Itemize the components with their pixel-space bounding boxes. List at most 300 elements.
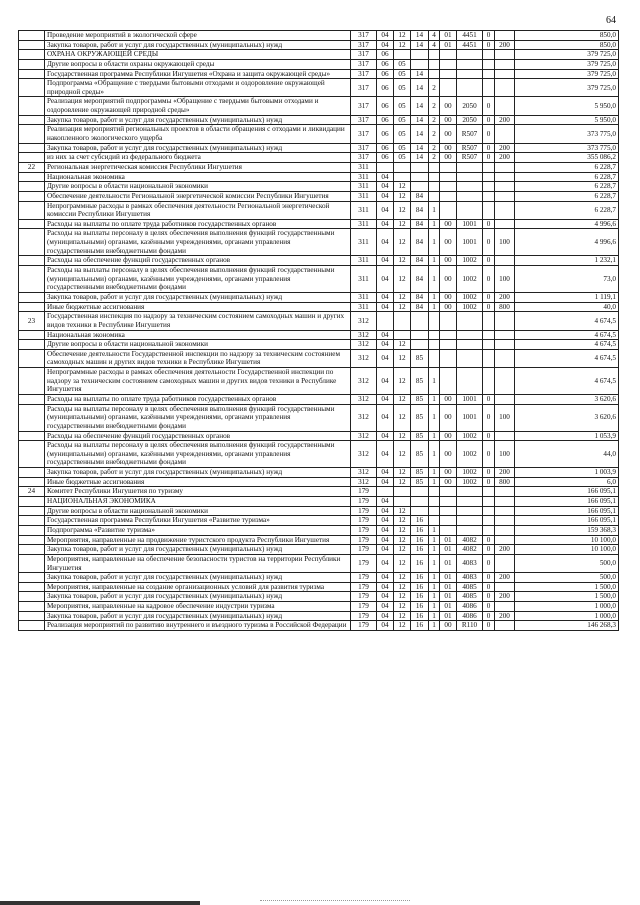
subsection-code-cell: 12 — [394, 404, 411, 431]
table-row — [19, 229, 619, 256]
direction-code-cell: 2050 — [457, 97, 483, 115]
direction-code-cell: 4086 — [457, 611, 483, 621]
row-number-cell — [19, 431, 45, 441]
activity-code-cell — [440, 191, 457, 201]
section-code-cell: 04 — [377, 330, 394, 340]
activity-code-cell: 00 — [440, 125, 457, 143]
item-name-cell: Национальная экономика — [45, 330, 351, 340]
amount-cell: 10 100,0 — [515, 535, 619, 545]
item-name-cell: Государственная программа Республики Ингушетия «Охрана и защита окружающей среды» — [45, 69, 351, 79]
amount-cell: 73,0 — [515, 266, 619, 293]
subprogram-code-cell: 1 — [429, 545, 440, 555]
direction-code-cell — [457, 312, 483, 330]
section-code-cell: 04 — [377, 545, 394, 555]
table-row — [19, 302, 619, 312]
flag-code-cell — [483, 330, 495, 340]
subsection-code-cell: 05 — [394, 79, 411, 97]
flag-code-cell: 0 — [483, 535, 495, 545]
subprogram-code-cell — [429, 191, 440, 201]
direction-code-cell: 4085 — [457, 582, 483, 592]
row-number-cell — [19, 592, 45, 602]
row-number-cell — [19, 394, 45, 404]
table-row — [19, 143, 619, 153]
item-name-cell: Расходы на выплаты персоналу в целях обеспечения выполнения функций государственными (муниципальными) органами, казёнными учреждениями, органами управления государственными внебюджетными фондами — [45, 229, 351, 256]
activity-code-cell — [440, 368, 457, 395]
subsection-code-cell: 12 — [394, 545, 411, 555]
subprogram-code-cell: 1 — [429, 266, 440, 293]
subsection-code-cell: 12 — [394, 468, 411, 478]
section-code-cell: 04 — [377, 182, 394, 192]
expense-type-code-cell: 200 — [495, 573, 515, 583]
flag-code-cell: 0 — [483, 40, 495, 50]
item-name-cell: Расходы на выплаты по оплате труда работников государственных органов — [45, 394, 351, 404]
flag-code-cell — [483, 201, 495, 219]
expense-type-code-cell — [495, 368, 515, 395]
flag-code-cell — [483, 191, 495, 201]
flag-code-cell: 0 — [483, 404, 495, 431]
activity-code-cell: 00 — [440, 621, 457, 631]
amount-cell: 379 725,0 — [515, 79, 619, 97]
expense-type-code-cell — [495, 31, 515, 41]
direction-code-cell — [457, 497, 483, 507]
amount-cell: 373 775,0 — [515, 125, 619, 143]
direction-code-cell: R507 — [457, 153, 483, 163]
program-code-cell: 16 — [411, 516, 429, 526]
table-row — [19, 79, 619, 97]
program-code-cell: 14 — [411, 97, 429, 115]
item-name-cell: Закупка товаров, работ и услуг для государственных (муниципальных) нужд — [45, 292, 351, 302]
subprogram-code-cell — [429, 349, 440, 367]
grbs-code-cell: 317 — [351, 143, 377, 153]
program-code-cell: 84 — [411, 191, 429, 201]
table-row — [19, 477, 619, 487]
item-name-cell: Закупка товаров, работ и услуг для государственных (муниципальных) нужд — [45, 40, 351, 50]
activity-code-cell — [440, 312, 457, 330]
program-code-cell: 85 — [411, 368, 429, 395]
amount-cell: 159 368,3 — [515, 525, 619, 535]
section-code-cell: 04 — [377, 516, 394, 526]
amount-cell: 1 000,0 — [515, 602, 619, 612]
activity-code-cell: 01 — [440, 40, 457, 50]
section-code-cell — [377, 162, 394, 172]
amount-cell: 6,0 — [515, 477, 619, 487]
expense-type-code-cell: 100 — [495, 441, 515, 468]
amount-cell: 4 674,5 — [515, 349, 619, 367]
expense-type-code-cell — [495, 340, 515, 350]
subprogram-code-cell: 1 — [429, 582, 440, 592]
table-row — [19, 330, 619, 340]
direction-code-cell: 1002 — [457, 477, 483, 487]
flag-code-cell — [483, 50, 495, 60]
item-name-cell: Закупка товаров, работ и услуг для государственных (муниципальных) нужд — [45, 611, 351, 621]
program-code-cell: 14 — [411, 79, 429, 97]
section-code-cell: 04 — [377, 535, 394, 545]
table-row — [19, 256, 619, 266]
direction-code-cell: R507 — [457, 125, 483, 143]
subsection-code-cell: 12 — [394, 182, 411, 192]
flag-code-cell — [483, 79, 495, 97]
expense-type-code-cell — [495, 506, 515, 516]
subsection-code-cell — [394, 330, 411, 340]
program-code-cell: 14 — [411, 143, 429, 153]
direction-code-cell: 4083 — [457, 554, 483, 572]
expense-type-code-cell — [495, 125, 515, 143]
direction-code-cell — [457, 50, 483, 60]
expense-type-code-cell: 200 — [495, 545, 515, 555]
subsection-code-cell: 12 — [394, 201, 411, 219]
direction-code-cell — [457, 516, 483, 526]
subsection-code-cell: 05 — [394, 143, 411, 153]
amount-cell: 166 095,1 — [515, 497, 619, 507]
direction-code-cell: 1002 — [457, 302, 483, 312]
activity-code-cell: 00 — [440, 97, 457, 115]
section-code-cell: 04 — [377, 172, 394, 182]
program-code-cell: 84 — [411, 292, 429, 302]
table-row — [19, 69, 619, 79]
flag-code-cell — [483, 516, 495, 526]
subsection-code-cell: 12 — [394, 340, 411, 350]
amount-cell: 4 674,5 — [515, 330, 619, 340]
expense-type-code-cell — [495, 69, 515, 79]
program-code-cell: 14 — [411, 115, 429, 125]
subprogram-code-cell: 1 — [429, 256, 440, 266]
section-code-cell: 04 — [377, 349, 394, 367]
subprogram-code-cell: 1 — [429, 592, 440, 602]
section-code-cell: 06 — [377, 153, 394, 163]
row-number-cell — [19, 256, 45, 266]
row-number-cell: 22 — [19, 162, 45, 172]
table-row — [19, 535, 619, 545]
section-code-cell: 04 — [377, 404, 394, 431]
row-number-cell — [19, 266, 45, 293]
program-code-cell — [411, 172, 429, 182]
section-code-cell: 04 — [377, 201, 394, 219]
item-name-cell: Другие вопросы в области национальной экономики — [45, 182, 351, 192]
program-code-cell — [411, 162, 429, 172]
expense-type-code-cell — [495, 431, 515, 441]
budget-table — [18, 30, 619, 631]
row-number-cell — [19, 79, 45, 97]
grbs-code-cell: 179 — [351, 582, 377, 592]
direction-code-cell: 1002 — [457, 468, 483, 478]
row-number-cell — [19, 125, 45, 143]
amount-cell: 10 100,0 — [515, 545, 619, 555]
item-name-cell: Государственная инспекция по надзору за техническим состоянием самоходных машин и других видов техники в Республике Ингушетия — [45, 312, 351, 330]
row-number-cell — [19, 201, 45, 219]
program-code-cell: 14 — [411, 40, 429, 50]
subsection-code-cell: 05 — [394, 97, 411, 115]
row-number-cell — [19, 621, 45, 631]
section-code-cell: 04 — [377, 621, 394, 631]
grbs-code-cell: 312 — [351, 340, 377, 350]
program-code-cell: 85 — [411, 441, 429, 468]
program-code-cell: 16 — [411, 621, 429, 631]
item-name-cell: Другие вопросы в области национальной экономики — [45, 340, 351, 350]
subsection-code-cell: 05 — [394, 59, 411, 69]
direction-code-cell — [457, 69, 483, 79]
direction-code-cell: 4451 — [457, 40, 483, 50]
grbs-code-cell: 312 — [351, 349, 377, 367]
flag-code-cell: 0 — [483, 394, 495, 404]
amount-cell: 5 950,0 — [515, 115, 619, 125]
direction-code-cell: 4083 — [457, 573, 483, 583]
grbs-code-cell: 311 — [351, 201, 377, 219]
direction-code-cell — [457, 506, 483, 516]
flag-code-cell: 0 — [483, 621, 495, 631]
item-name-cell: Иные бюджетные ассигнования — [45, 302, 351, 312]
activity-code-cell — [440, 79, 457, 97]
amount-cell: 379 725,0 — [515, 59, 619, 69]
item-name-cell: Закупка товаров, работ и услуг для государственных (муниципальных) нужд — [45, 115, 351, 125]
subsection-code-cell: 12 — [394, 477, 411, 487]
subprogram-code-cell: 2 — [429, 153, 440, 163]
table-row — [19, 292, 619, 302]
table-row — [19, 153, 619, 163]
direction-code-cell: 4082 — [457, 545, 483, 555]
activity-code-cell — [440, 525, 457, 535]
expense-type-code-cell — [495, 554, 515, 572]
grbs-code-cell: 317 — [351, 69, 377, 79]
activity-code-cell: 01 — [440, 611, 457, 621]
grbs-code-cell: 311 — [351, 302, 377, 312]
grbs-code-cell: 312 — [351, 431, 377, 441]
expense-type-code-cell: 200 — [495, 592, 515, 602]
activity-code-cell: 01 — [440, 602, 457, 612]
section-code-cell: 06 — [377, 115, 394, 125]
program-code-cell: 84 — [411, 256, 429, 266]
amount-cell: 4 674,5 — [515, 368, 619, 395]
program-code-cell — [411, 50, 429, 60]
item-name-cell: Подпрограмма «Обращение с твердыми бытовыми отходами и оздоровление окружающей природной среды» — [45, 79, 351, 97]
subsection-code-cell: 12 — [394, 292, 411, 302]
grbs-code-cell: 311 — [351, 162, 377, 172]
expense-type-code-cell: 100 — [495, 404, 515, 431]
grbs-code-cell: 317 — [351, 40, 377, 50]
table-row — [19, 611, 619, 621]
row-number-cell — [19, 468, 45, 478]
subprogram-code-cell — [429, 312, 440, 330]
program-code-cell: 84 — [411, 219, 429, 229]
section-code-cell: 06 — [377, 69, 394, 79]
direction-code-cell: 1002 — [457, 292, 483, 302]
scan-noise-mark — [260, 900, 410, 903]
table-row — [19, 487, 619, 497]
grbs-code-cell: 179 — [351, 621, 377, 631]
amount-cell: 146 268,3 — [515, 621, 619, 631]
table-row — [19, 340, 619, 350]
program-code-cell: 14 — [411, 31, 429, 41]
item-name-cell: НАЦИОНАЛЬНАЯ ЭКОНОМИКА — [45, 497, 351, 507]
row-number-cell — [19, 535, 45, 545]
flag-code-cell — [483, 340, 495, 350]
row-number-cell: 23 — [19, 312, 45, 330]
subprogram-code-cell: 1 — [429, 219, 440, 229]
expense-type-code-cell: 200 — [495, 143, 515, 153]
section-code-cell: 04 — [377, 573, 394, 583]
item-name-cell: Закупка товаров, работ и услуг для государственных (муниципальных) нужд — [45, 468, 351, 478]
activity-code-cell: 00 — [440, 441, 457, 468]
section-code-cell: 06 — [377, 50, 394, 60]
table-row — [19, 582, 619, 592]
program-code-cell — [411, 182, 429, 192]
subprogram-code-cell — [429, 506, 440, 516]
program-code-cell: 16 — [411, 535, 429, 545]
item-name-cell: Реализация мероприятий подпрограммы «Обращение с твердыми бытовыми отходами и оздоровление окружающей природной среды» — [45, 97, 351, 115]
amount-cell: 850,0 — [515, 31, 619, 41]
table-row — [19, 31, 619, 41]
section-code-cell: 04 — [377, 477, 394, 487]
subprogram-code-cell — [429, 497, 440, 507]
row-number-cell — [19, 349, 45, 367]
program-code-cell: 16 — [411, 554, 429, 572]
row-number-cell — [19, 229, 45, 256]
direction-code-cell: R507 — [457, 143, 483, 153]
subprogram-code-cell: 1 — [429, 554, 440, 572]
amount-cell: 4 674,5 — [515, 312, 619, 330]
grbs-code-cell: 179 — [351, 554, 377, 572]
direction-code-cell — [457, 525, 483, 535]
activity-code-cell: 00 — [440, 431, 457, 441]
table-row — [19, 50, 619, 60]
activity-code-cell: 00 — [440, 229, 457, 256]
section-code-cell: 04 — [377, 497, 394, 507]
item-name-cell: Проведение мероприятий в экологической сфере — [45, 31, 351, 41]
grbs-code-cell: 311 — [351, 292, 377, 302]
item-name-cell: ОХРАНА ОКРУЖАЮЩЕЙ СРЕДЫ — [45, 50, 351, 60]
grbs-code-cell: 312 — [351, 368, 377, 395]
expense-type-code-cell: 100 — [495, 266, 515, 293]
subprogram-code-cell: 1 — [429, 468, 440, 478]
subprogram-code-cell — [429, 59, 440, 69]
expense-type-code-cell — [495, 525, 515, 535]
section-code-cell: 04 — [377, 266, 394, 293]
item-name-cell: Другие вопросы в области охраны окружающей среды — [45, 59, 351, 69]
subprogram-code-cell: 1 — [429, 535, 440, 545]
direction-code-cell: 1001 — [457, 404, 483, 431]
subprogram-code-cell — [429, 50, 440, 60]
item-name-cell: Закупка товаров, работ и услуг для государственных (муниципальных) нужд — [45, 573, 351, 583]
section-code-cell: 04 — [377, 525, 394, 535]
expense-type-code-cell — [495, 182, 515, 192]
expense-type-code-cell — [495, 516, 515, 526]
amount-cell: 355 086,2 — [515, 153, 619, 163]
subprogram-code-cell: 1 — [429, 573, 440, 583]
item-name-cell: Реализация мероприятий региональных проектов в области обращения с отходами и ликвидации накопленного экологического ущерба — [45, 125, 351, 143]
grbs-code-cell: 317 — [351, 79, 377, 97]
grbs-code-cell: 179 — [351, 487, 377, 497]
section-code-cell: 06 — [377, 59, 394, 69]
expense-type-code-cell: 200 — [495, 468, 515, 478]
amount-cell: 4 996,6 — [515, 229, 619, 256]
section-code-cell: 06 — [377, 125, 394, 143]
grbs-code-cell: 312 — [351, 477, 377, 487]
grbs-code-cell: 317 — [351, 97, 377, 115]
item-name-cell: Расходы на выплаты персоналу в целях обеспечения выполнения функций государственными (муниципальными) органами, казёнными учреждениями, органами управления государственными внебюджетными фондами — [45, 441, 351, 468]
subprogram-code-cell: 1 — [429, 602, 440, 612]
subsection-code-cell: 12 — [394, 31, 411, 41]
table-row — [19, 182, 619, 192]
table-row — [19, 201, 619, 219]
section-code-cell — [377, 487, 394, 497]
expense-type-code-cell — [495, 602, 515, 612]
program-code-cell: 16 — [411, 611, 429, 621]
expense-type-code-cell — [495, 256, 515, 266]
direction-code-cell — [457, 172, 483, 182]
expense-type-code-cell — [495, 535, 515, 545]
amount-cell: 373 775,0 — [515, 143, 619, 153]
table-row — [19, 525, 619, 535]
table-row — [19, 368, 619, 395]
amount-cell: 5 950,0 — [515, 97, 619, 115]
amount-cell: 44,0 — [515, 441, 619, 468]
subsection-code-cell: 12 — [394, 506, 411, 516]
expense-type-code-cell — [495, 349, 515, 367]
activity-code-cell: 00 — [440, 219, 457, 229]
item-name-cell: Закупка товаров, работ и услуг для государственных (муниципальных) нужд — [45, 592, 351, 602]
amount-cell: 1 000,0 — [515, 611, 619, 621]
section-code-cell: 04 — [377, 468, 394, 478]
table-row — [19, 162, 619, 172]
activity-code-cell — [440, 172, 457, 182]
flag-code-cell: 0 — [483, 302, 495, 312]
activity-code-cell — [440, 340, 457, 350]
program-code-cell: 84 — [411, 201, 429, 219]
flag-code-cell: 0 — [483, 219, 495, 229]
flag-code-cell — [483, 182, 495, 192]
subsection-code-cell: 12 — [394, 582, 411, 592]
item-name-cell: Непрограммные расходы в рамках обеспечения деятельности Региональной энергетической комиссии Республики Ингушетия — [45, 201, 351, 219]
activity-code-cell — [440, 182, 457, 192]
direction-code-cell: 1001 — [457, 219, 483, 229]
table-row — [19, 431, 619, 441]
table-row — [19, 191, 619, 201]
subsection-code-cell: 12 — [394, 394, 411, 404]
row-number-cell: 24 — [19, 487, 45, 497]
subprogram-code-cell — [429, 182, 440, 192]
activity-code-cell: 00 — [440, 302, 457, 312]
grbs-code-cell: 311 — [351, 219, 377, 229]
section-code-cell: 04 — [377, 40, 394, 50]
activity-code-cell — [440, 506, 457, 516]
grbs-code-cell: 179 — [351, 497, 377, 507]
subprogram-code-cell: 1 — [429, 292, 440, 302]
program-code-cell: 85 — [411, 349, 429, 367]
table-row — [19, 115, 619, 125]
expense-type-code-cell — [495, 330, 515, 340]
subprogram-code-cell — [429, 330, 440, 340]
subsection-code-cell: 12 — [394, 573, 411, 583]
subsection-code-cell: 12 — [394, 219, 411, 229]
activity-code-cell: 01 — [440, 582, 457, 592]
grbs-code-cell: 179 — [351, 611, 377, 621]
grbs-code-cell: 312 — [351, 441, 377, 468]
subsection-code-cell: 12 — [394, 516, 411, 526]
flag-code-cell — [483, 312, 495, 330]
flag-code-cell: 0 — [483, 143, 495, 153]
grbs-code-cell: 312 — [351, 312, 377, 330]
direction-code-cell — [457, 330, 483, 340]
grbs-code-cell: 312 — [351, 468, 377, 478]
grbs-code-cell: 179 — [351, 602, 377, 612]
activity-code-cell: 01 — [440, 31, 457, 41]
amount-cell: 1 232,1 — [515, 256, 619, 266]
grbs-code-cell: 317 — [351, 59, 377, 69]
subsection-code-cell: 12 — [394, 302, 411, 312]
table-row — [19, 545, 619, 555]
item-name-cell: Комитет Республики Ингушетия по туризму — [45, 487, 351, 497]
item-name-cell: Расходы на выплаты по оплате труда работников государственных органов — [45, 219, 351, 229]
row-number-cell — [19, 602, 45, 612]
